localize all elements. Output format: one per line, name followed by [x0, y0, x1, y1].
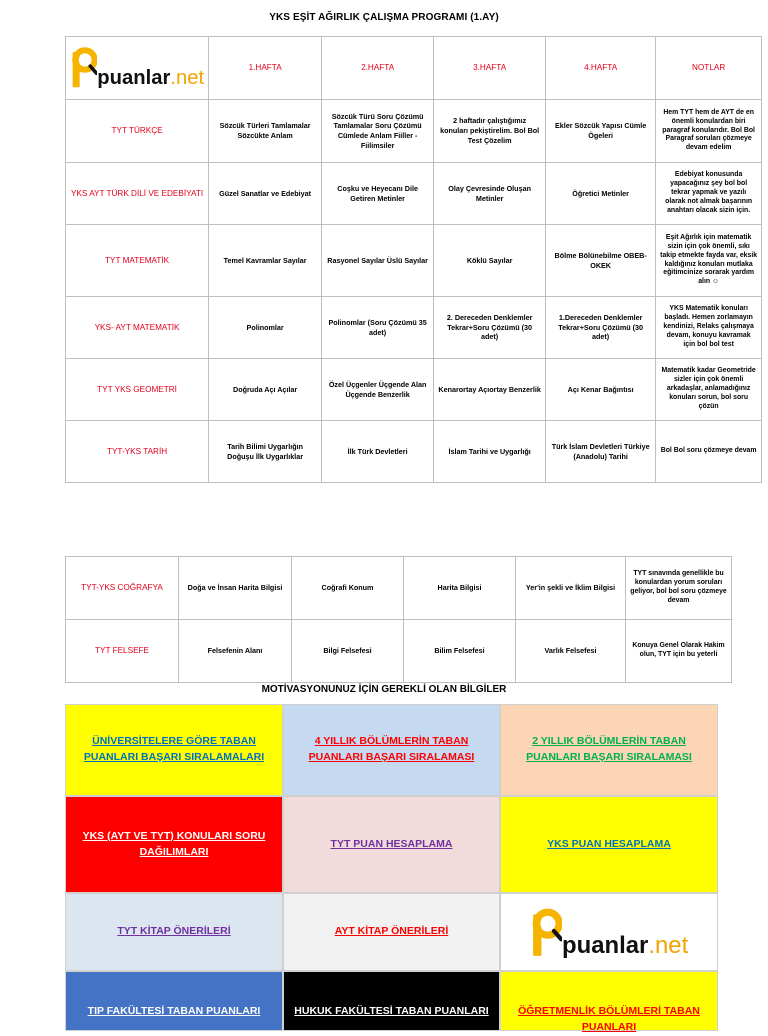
subject-label: YKS AYT TÜRK DİLİ VE EDEBİYATI [66, 163, 209, 225]
table-row [66, 163, 762, 225]
magnifier-p-icon [530, 906, 562, 958]
notes-cell: YKS Matematik konuları başladı. Hemen zorlamayın kendinizi, Relaks çalışmaya devam, konuyu kavramak için bol bol test [656, 297, 762, 359]
notes-cell: Edebiyat konusunda yapacağınız şey bol bol tekrar yapmak ve yazılı olarak not almak başarının anahtarı olacak sizin için. [656, 163, 762, 225]
week-2-topic: Rasyonel Sayılar Üslü Sayılar [322, 225, 434, 297]
logo-tld: .net [648, 932, 689, 960]
study-program-table-continued [65, 556, 732, 683]
subject-label: YKS- AYT MATEMATİK [66, 297, 209, 359]
column-header-2: 2.HAFTA [322, 37, 434, 100]
week-1-topic: Sözcük Türleri Tamlamalar Sözcükte Anlam [209, 100, 322, 163]
logo-cell [66, 37, 209, 100]
notes-cell: Eşit Ağırlık için matematik sizin için çok önemli, sıkı takip etmekte fayda var, eksik kaldığınız konuları mutlaka eğitimcinize sorarak yardım alın ☺ [656, 225, 762, 297]
notes-cell: Hem TYT hem de AYT de en önemli konulardan biri paragraf konularıdır. Bol Bol Paragraf soruları çözmeye devam edelim [656, 100, 762, 163]
week-3-topic: Bilim Felsefesi [404, 620, 516, 683]
motivation-link-label: AYT KİTAP ÖNERİLERİ [334, 925, 449, 938]
motivation-link-label: TYT KİTAP ÖNERİLERİ [117, 925, 231, 938]
motivation-link[interactable] [65, 796, 283, 893]
week-1-topic: Güzel Sanatlar ve Edebiyat [209, 163, 322, 225]
notes-cell: TYT sınavında genellikle bu konulardan yorum soruları geliyor, bol bol soru çözmeye devam [626, 557, 732, 620]
week-4-topic: Bölme Bölünebilme OBEB-OKEK [546, 225, 656, 297]
motivation-link[interactable] [65, 704, 283, 796]
motivation-link[interactable] [283, 796, 500, 893]
puanlar-net-logo [530, 906, 688, 958]
motivation-link-label: ÜNİVERSİTELERE GÖRE TABAN PUANLARI BAŞARI SIRALAMALARI [83, 735, 265, 763]
motivation-link-label: YKS (AYT VE TYT) KONULARI SORU DAĞILIMLARI [82, 829, 266, 858]
week-4-topic: Öğretici Metinler [546, 163, 656, 225]
week-2-topic: Polinomlar (Soru Çözümü 35 adet) [322, 297, 434, 359]
motivation-link-label: 4 YILLIK BÖLÜMLERİN TABAN PUANLARI BAŞARI SIRALAMASI [308, 735, 475, 763]
subject-label: TYT YKS GEOMETRİ [66, 359, 209, 421]
subject-label: TYT FELSEFE [66, 620, 179, 683]
week-1-topic: Felsefenin Alanı [179, 620, 292, 683]
week-1-topic: Polinomlar [209, 297, 322, 359]
week-3-topic: Köklü Sayılar [434, 225, 546, 297]
puanlar-logo-tile [500, 893, 718, 971]
week-4-topic: Açı Kenar Bağıntısı [546, 359, 656, 421]
logo-word: puanlar [97, 67, 171, 90]
motivation-link-label: HUKUK FAKÜLTESİ TABAN PUANLARI [294, 1005, 489, 1017]
notes-cell: Matematik kadar Geometride sizler için çok önemli arkadaşlar, anlamadığınız konuları sorun, bol soru çözün [656, 359, 762, 421]
notes-cell: Bol Bol soru çözmeye devam [656, 421, 762, 483]
column-header-3: 3.HAFTA [434, 37, 546, 100]
motivation-link[interactable] [500, 971, 718, 1031]
week-2-topic: Özel Üçgenler Üçgende Alan Üçgende Benzerlik [322, 359, 434, 421]
header-row [66, 37, 762, 100]
motivation-link[interactable] [65, 893, 283, 971]
week-4-topic: 1.Dereceden Denklemler Tekrar+Soru Çözümü (30 adet) [546, 297, 656, 359]
week-2-topic: Coğrafi Konum [292, 557, 404, 620]
week-3-topic: 2 haftadır çalıştığımız konuları pekiştirelim. Bol Bol Test Çözelim [434, 100, 546, 163]
notes-cell: Konuya Genel Olarak Hakim olun, TYT için bu yeterli [626, 620, 732, 683]
study-program-table [65, 36, 762, 483]
puanlar-net-logo [70, 45, 204, 89]
motivation-link-label: 2 YILLIK BÖLÜMLERİN TABAN PUANLARI BAŞARI SIRALAMASI [526, 735, 692, 763]
week-1-topic: Temel Kavramlar Sayılar [209, 225, 322, 297]
table-row [66, 557, 732, 620]
motivation-link-label: TIP FAKÜLTESİ TABAN PUANLARI [87, 1005, 261, 1017]
week-4-topic: Yer'in şekli ve İklim Bilgisi [516, 557, 626, 620]
motivation-link[interactable] [283, 704, 500, 796]
motivation-link-label: ÖĞRETMENLİK BÖLÜMLERİ TABAN PUANLARI [518, 1005, 700, 1033]
logo-tld: .net [170, 67, 205, 90]
week-3-topic: Harita Bilgisi [404, 557, 516, 620]
table-row [66, 359, 762, 421]
week-3-topic: Kenarortay Açıortay Benzerlik [434, 359, 546, 421]
motivation-title: MOTİVASYONUNUZ İÇİN GEREKLİ OLAN BİLGİLER [261, 684, 507, 695]
table-row [66, 297, 762, 359]
logo-word: puanlar [562, 932, 649, 960]
subject-label: TYT-YKS TARİH [66, 421, 209, 483]
subject-label: TYT-YKS COĞRAFYA [66, 557, 179, 620]
motivation-link-label: YKS PUAN HESAPLAMA [547, 837, 671, 850]
week-2-topic: İlk Türk Devletleri [322, 421, 434, 483]
subject-label: TYT MATEMATİK [66, 225, 209, 297]
week-1-topic: Tarih Bilimi Uygarlığın Doğuşu İlk Uygarlıklar [209, 421, 322, 483]
week-1-topic: Doğruda Açı Açılar [209, 359, 322, 421]
motivation-link[interactable] [500, 704, 718, 796]
table-row [66, 620, 732, 683]
table-row [66, 421, 762, 483]
motivation-link[interactable] [283, 971, 500, 1031]
magnifier-p-icon [70, 45, 97, 89]
column-header-5: NOTLAR [656, 37, 762, 100]
week-4-topic: Türk İslam Devletleri Türkiye (Anadolu) Tarihi [546, 421, 656, 483]
motivation-link-label: TYT PUAN HESAPLAMA [330, 837, 453, 850]
week-3-topic: İslam Tarihi ve Uygarlığı [434, 421, 546, 483]
week-2-topic: Bilgi Felsefesi [292, 620, 404, 683]
week-3-topic: Olay Çevresinde Oluşan Metinler [434, 163, 546, 225]
motivation-link[interactable] [500, 796, 718, 893]
week-2-topic: Sözcük Türü Soru Çözümü Tamlamalar Soru Çözümü Cümlede Anlam Fiiller -Fiilimsiler [322, 100, 434, 163]
week-2-topic: Coşku ve Heyecanı Dile Getiren Metinler [322, 163, 434, 225]
week-4-topic: Ekler Sözcük Yapısı Cümle Ögeleri [546, 100, 656, 163]
table-row [66, 100, 762, 163]
motivation-links-grid [65, 704, 718, 1031]
column-header-1: 1.HAFTA [209, 37, 322, 100]
week-4-topic: Varlık Felsefesi [516, 620, 626, 683]
table-row [66, 225, 762, 297]
week-3-topic: 2. Dereceden Denklemler Tekrar+Soru Çözümü (30 adet) [434, 297, 546, 359]
motivation-link[interactable] [283, 893, 500, 971]
column-header-4: 4.HAFTA [546, 37, 656, 100]
motivation-link[interactable] [65, 971, 283, 1031]
week-1-topic: Doğa ve İnsan Harita Bilgisi [179, 557, 292, 620]
page-title: YKS EŞİT AĞIRLIK ÇALIŞMA PROGRAMI (1.AY) [269, 12, 499, 23]
subject-label: TYT TÜRKÇE [66, 100, 209, 163]
